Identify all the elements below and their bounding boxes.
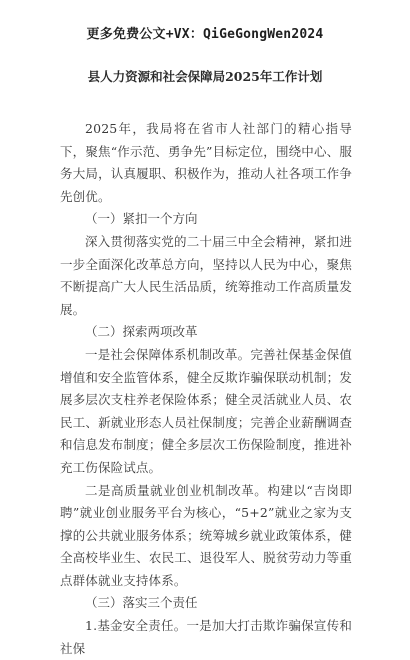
document-body xyxy=(60,118,352,660)
intro-paragraph: 2025年，我局将在省市人社部门的精心指导下，聚焦“作示范、勇争先”目标定位，围绕中心、服务大局，认真履职、积极作为，推动人社各项工作争先创优。 xyxy=(60,121,352,204)
section-heading-2: （二）探索两项改革 xyxy=(85,324,198,340)
watermark-text: 更多免费公文+VX：QiGeGongWen2024 xyxy=(86,27,324,42)
section-paragraph-2b: 二是高质量就业创业机制改革。构建以“吉岗即聘”就业创业服务平台为核心，“5+2”就业之家为支撑的公共就业服务体系；统筹城乡就业政策体系，健全高校毕业生、农民工、退役军人、脱贫劳动力等重点群体就业支持体系。 xyxy=(60,482,352,588)
section-paragraph-1: 深入贯彻落实党的二十届三中全会精神，紧扣进一步全面深化改革总方向，坚持以人民为中心，聚焦不断提高广大人民生活品质，统筹推动工作高质量发展。 xyxy=(60,233,352,317)
section-paragraph-2a: 一是社会保障体系机制改革。完善社保基金保值增值和安全监管体系，健全反欺诈骗保联动机制；发展多层次支柱养老保险体系；健全灵活就业人员、农民工、新就业形态人员社保制度；完善企业薪酬调查和信息发布制度；健全多层次工伤保险制度，推进补充工伤保险试点。 xyxy=(60,346,352,475)
document-title: 县人力资源和社会保障局2025年工作计划 xyxy=(87,69,323,84)
section-paragraph-3: 1.基金安全责任。一是加大打击欺诈骗保宣传和社保 xyxy=(60,618,352,656)
section-heading-1: （一）紧扣一个方向 xyxy=(85,211,198,227)
section-heading-3: （三）落实三个责任 xyxy=(85,595,198,611)
